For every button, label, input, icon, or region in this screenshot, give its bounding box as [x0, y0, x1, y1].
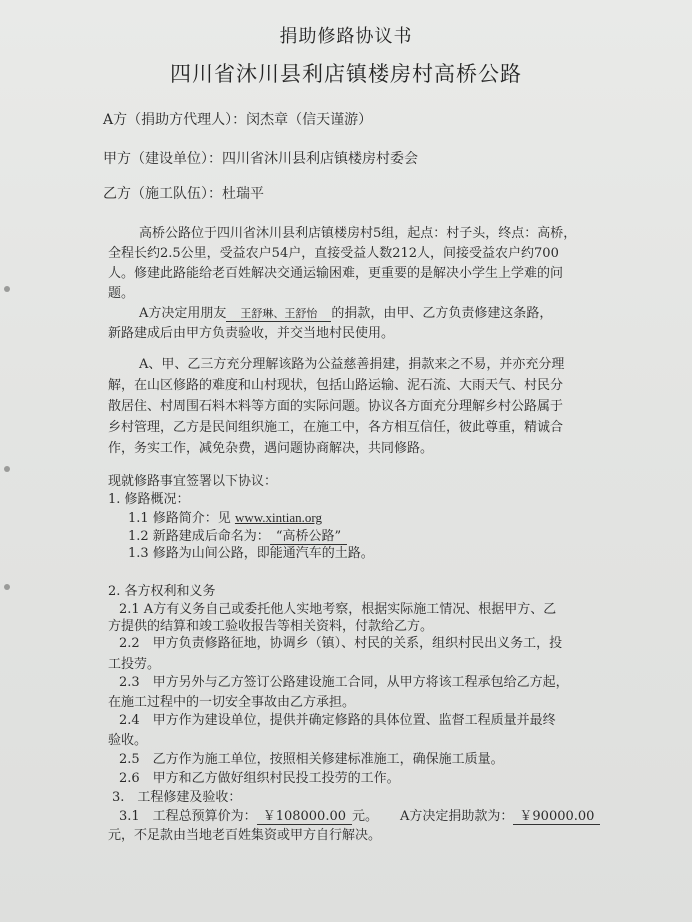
section-line: 2.2 甲方负责修路征地，协调乡（镇）、村民的关系，组织村民出义务工，投 — [119, 636, 563, 651]
item-text: 1.1 修路简介：见 — [128, 511, 235, 526]
party-a-line: A方（捐助方代理人）：闵杰章（信天谨游） — [103, 112, 373, 128]
section-heading: 3. 工程修建及验收： — [112, 790, 242, 805]
section-item — [128, 510, 322, 527]
paragraph-line: 解，在山区修路的难度和山村现状，包括山路运输、泥石流、大雨天气、村民分 — [108, 378, 564, 393]
paragraph-line: 人。修建此路能给老百姓解决交通运输困难，更重要的是解决小学生上学难的问 — [108, 266, 564, 281]
agreement-intro: 现就修路事宜签署以下协议： — [108, 474, 278, 489]
section-item: 1.3 修路为山间公路，即能通汽车的土路。 — [128, 546, 374, 561]
section-line: 在施工过程中的一切安全事故由乙方承担。 — [108, 695, 356, 710]
document-title: 捐助修路协议书 — [279, 26, 413, 47]
binding-hole — [4, 286, 10, 292]
section-heading: 2. 各方权利和义务 — [108, 584, 216, 599]
paragraph-line: 高桥公路位于四川省沐川县利店镇楼房村5组，起点：村子头，终点：高桥， — [139, 226, 577, 241]
budget-unit: 元。 — [352, 809, 379, 824]
paragraph-line: 题。 — [108, 286, 135, 301]
donation-prefix: A方决定用朋友 — [139, 306, 227, 321]
budget-amount: ￥108000.00 — [257, 809, 352, 825]
shortfall-line: 元，不足款由当地老百姓集资或甲方自行解决。 — [108, 828, 382, 843]
paragraph-line: 乡村管理，乙方是民间组织施工，在施工中，各方相互信任，彼此尊重，精诚合 — [108, 420, 564, 435]
section-line: 2.6 甲方和乙方做好组织村民投工投劳的工作。 — [119, 771, 400, 786]
paragraph-line: A、甲、乙三方充分理解该路为公益慈善捐建，捐款来之不易，并亦充分理 — [139, 357, 565, 372]
donation-amount-label: A方决定捐助款为： — [400, 809, 514, 824]
party-yi-line: 乙方（施工队伍）：杜瑞平 — [103, 186, 264, 202]
paragraph-line — [139, 306, 552, 322]
paragraph-line: 作，务实工作，减免杂费，遇问题协商解决，共同修路。 — [108, 441, 434, 456]
budget-label: 3.1 工程总预算价为： — [119, 809, 257, 824]
binding-hole — [4, 584, 10, 590]
item-text: 1.2 新路建成后命名为： — [128, 529, 270, 544]
section-item — [128, 529, 347, 545]
paragraph-line: 全程长约2.5公里，受益农户54户，直接受益人数212人，间接受益农户约700 — [108, 246, 559, 261]
road-name: “高桥公路” — [270, 529, 347, 545]
section-line: 方提供的结算和竣工验收报告等相关资料，付款给乙方。 — [108, 619, 434, 634]
section-line: 2.4 甲方作为建设单位，提供并确定修路的具体位置、监督工程质量并最终 — [119, 713, 556, 728]
paragraph-line: 新路建成后由甲方负责验收，并交当地村民使用。 — [108, 326, 395, 341]
paragraph-line: 散居住、村周围石料木料等方面的实际问题。协议各方面充分理解乡村公路属于 — [108, 399, 564, 414]
donor-friends: 王舒琳、王舒怡 — [226, 307, 331, 322]
binding-hole — [4, 466, 10, 472]
document-subtitle: 四川省沐川县利店镇楼房村高桥公路 — [170, 62, 522, 86]
party-jia-line: 甲方（建设单位）：四川省沐川县利店镇楼房村委会 — [103, 151, 418, 167]
section-line: 验收。 — [108, 733, 148, 748]
section-line: 工投劳。 — [108, 657, 161, 672]
section-heading: 1. 修路概况： — [108, 492, 190, 507]
website-link[interactable]: www.xintian.org — [234, 510, 322, 525]
donation-suffix: 的捐款，由甲、乙方负责修建这条路， — [331, 306, 553, 321]
donation-amount: ￥90000.00 — [513, 809, 600, 825]
section-line: 2.3 甲方另外与乙方签订公路建设施工合同，从甲方将该工程承包给乙方起， — [119, 675, 569, 690]
section-line: 2.5 乙方作为施工单位，按照相关修建标准施工，确保施工质量。 — [119, 752, 504, 767]
section-line: 2.1 A方有义务自己或委托他人实地考察，根据实际施工情况、根据甲方、乙 — [119, 602, 557, 617]
budget-line — [119, 809, 600, 825]
